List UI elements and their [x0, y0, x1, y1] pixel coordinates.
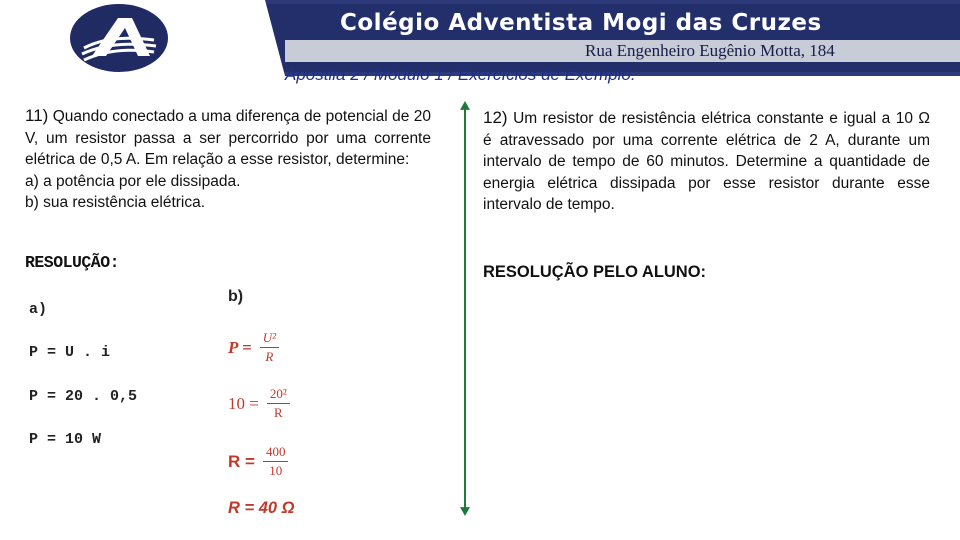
arrow-up-icon [460, 101, 470, 110]
question-12-number: 12) [483, 108, 508, 127]
adventist-logo-icon [70, 4, 168, 72]
part-a-line-2: P = 20 . 0,5 [29, 388, 138, 405]
equation-1 [228, 330, 279, 365]
question-11-text: Quando conectado a uma diferença de potencial de 20 V, um resistor passa a ser percorrido por uma corrente elétrica de 0,5 A. Em relação a esse resistor, determine: [25, 108, 431, 168]
equation-2-numerator: 20² [267, 386, 290, 404]
equation-1-lhs: P = [228, 337, 252, 357]
final-answer: R = 40 Ω [228, 499, 295, 517]
equation-3 [228, 444, 288, 479]
logo-area [0, 0, 285, 76]
part-b-label: b) [228, 288, 244, 305]
school-logo [70, 4, 168, 72]
part-a-line-3: P = 10 W [29, 431, 102, 448]
question-11 [25, 105, 431, 214]
question-11-item-a: a) a potência por ele dissipada. [25, 172, 241, 190]
arrow-down-icon [460, 507, 470, 516]
question-11-number: 11) [25, 106, 49, 125]
equation-2 [228, 386, 290, 421]
vertical-divider-arrow [459, 100, 471, 517]
student-resolution-title: RESOLUÇÃO PELO ALUNO: [483, 263, 707, 281]
part-a-line-1: P = U . i [29, 344, 111, 361]
question-12 [483, 107, 930, 216]
part-a-label: a) [29, 301, 48, 318]
resolution-title: RESOLUÇÃO: [25, 253, 120, 272]
equation-3-denominator: 10 [269, 463, 283, 478]
header [0, 0, 960, 84]
question-11-item-b: b) sua resistência elétrica. [25, 194, 206, 211]
equation-2-denominator: R [273, 405, 283, 420]
equation-1-numerator: U² [260, 330, 279, 348]
equation-1-denominator: R [265, 349, 274, 364]
equation-3-numerator: 400 [263, 444, 289, 462]
school-address: Rua Engenheiro Eugênio Motta, 184 [585, 41, 835, 60]
page-subtitle: Apostila 2 / Módulo 1 / Exercícios de Exemplo. [285, 65, 636, 84]
equation-3-lhs: R = [228, 451, 255, 471]
equation-2-lhs: 10 = [228, 393, 259, 413]
question-12-text: Um resistor de resistência elétrica constante e igual a 10 Ω é atravessado por uma corrente elétrica de 2 A, durante um intervalo de tempo de 60 minutos. Determine a quantidade de energia elétrica dissipada por esse resistor durante esse intervalo de tempo. [483, 110, 931, 213]
school-name: Colégio Adventista Mogi das Cruzes [340, 10, 822, 36]
